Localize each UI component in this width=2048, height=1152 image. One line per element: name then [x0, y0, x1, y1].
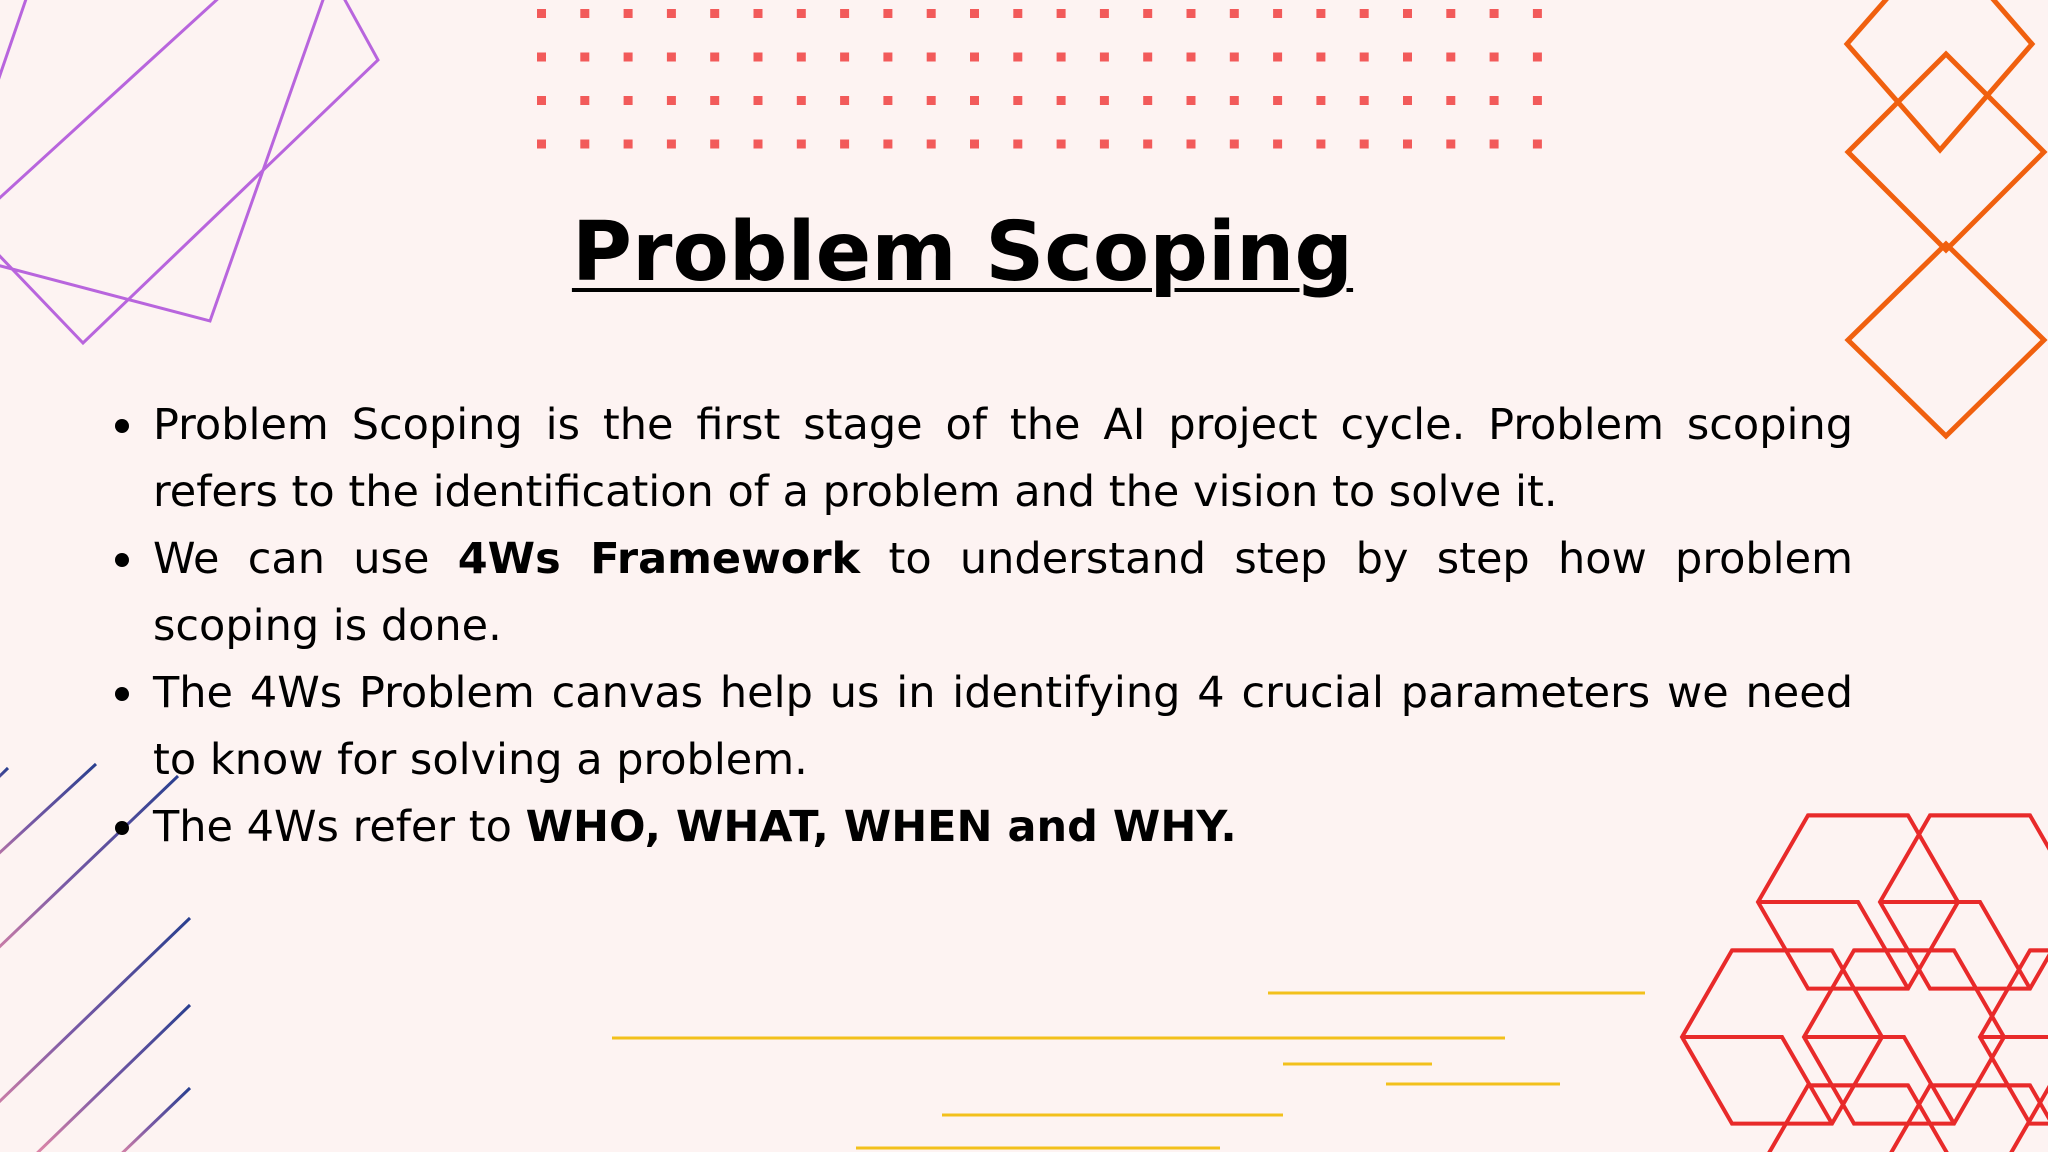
dot: [840, 96, 849, 105]
dot: [840, 9, 849, 18]
dot: [1273, 9, 1282, 18]
dot: [710, 140, 719, 149]
bullet-text: The 4Ws Problem canvas help us in identifying 4 crucial parameters we need to know for solving a problem.: [153, 668, 1853, 785]
dot: [754, 53, 763, 62]
dot: [1100, 96, 1109, 105]
dot: [1143, 140, 1152, 149]
dot: [1187, 9, 1196, 18]
dot: [1403, 53, 1412, 62]
dot: [970, 140, 979, 149]
dot: [797, 96, 806, 105]
bullet-text: We can use: [153, 534, 458, 584]
dot: [667, 53, 676, 62]
dot: [1360, 140, 1369, 149]
dot: [1230, 96, 1239, 105]
dot: [1360, 96, 1369, 105]
dot: [580, 140, 589, 149]
dot: [927, 140, 936, 149]
dot: [1100, 53, 1109, 62]
bullet-text: The 4Ws refer to: [153, 802, 526, 852]
dot: [1230, 9, 1239, 18]
dot: [1143, 9, 1152, 18]
dot: [840, 140, 849, 149]
hexagon-edge: [2000, 1085, 2048, 1152]
bullet-bold-text: WHO, WHAT, WHEN and WHY.: [525, 802, 1237, 852]
dot: [1490, 9, 1499, 18]
bullet-item: [153, 660, 1853, 794]
dot: [1490, 140, 1499, 149]
dot: [1403, 140, 1412, 149]
dot: [1316, 9, 1325, 18]
bullet-bold-text: 4Ws Framework: [457, 534, 861, 584]
dot: [1490, 53, 1499, 62]
dot: [754, 9, 763, 18]
dot: [1533, 9, 1542, 18]
dot: [710, 96, 719, 105]
dot: [537, 9, 546, 18]
bullet-item: [153, 526, 1853, 660]
dot: [537, 96, 546, 105]
slide-title: Problem Scoping: [571, 205, 1354, 300]
dot: [970, 96, 979, 105]
dot: [1446, 9, 1455, 18]
red-hexagon-cubes-decoration: [1682, 815, 2048, 1152]
dot: [580, 9, 589, 18]
dot: [1057, 140, 1066, 149]
dot: [840, 53, 849, 62]
dot: [1230, 140, 1239, 149]
dot: [667, 9, 676, 18]
hexagon-shape: [1758, 1085, 1958, 1152]
dot: [1533, 53, 1542, 62]
dot: [883, 9, 892, 18]
bullet-item: [153, 794, 1853, 861]
dot: [1187, 140, 1196, 149]
red-dot-grid: [537, 9, 1542, 149]
dot: [1446, 140, 1455, 149]
dot: [1446, 96, 1455, 105]
dot: [1316, 53, 1325, 62]
dot: [1013, 53, 1022, 62]
dot: [797, 9, 806, 18]
yellow-lines-decoration: [612, 993, 1645, 1148]
dot: [1013, 96, 1022, 105]
bullet-text: Problem Scoping is the first stage of the AI project cycle. Problem scoping refers to the identification of a problem and the vision to solve it.: [153, 400, 1853, 517]
dot: [754, 96, 763, 105]
dot: [1143, 53, 1152, 62]
dot: [624, 96, 633, 105]
dot: [537, 53, 546, 62]
dot: [667, 96, 676, 105]
dot: [883, 53, 892, 62]
dot: [1057, 96, 1066, 105]
hexagon-edge: [1880, 815, 2030, 988]
dot: [883, 140, 892, 149]
dot: [1143, 96, 1152, 105]
hexagon-edge: [1804, 950, 1954, 1123]
dot: [1100, 9, 1109, 18]
hexagon-shape: [2000, 1085, 2048, 1152]
dot: [1360, 9, 1369, 18]
dot: [1273, 53, 1282, 62]
dot: [883, 96, 892, 105]
dot: [1316, 140, 1325, 149]
dot: [1446, 53, 1455, 62]
dot: [624, 9, 633, 18]
dot: [1360, 53, 1369, 62]
dot: [1273, 140, 1282, 149]
dot: [1230, 53, 1239, 62]
dot: [1057, 9, 1066, 18]
dot: [1533, 140, 1542, 149]
dot: [927, 53, 936, 62]
hexagon-shape: [1880, 1085, 2048, 1152]
dot: [1100, 140, 1109, 149]
dot: [1273, 96, 1282, 105]
dot: [754, 140, 763, 149]
bullet-list: [153, 392, 1853, 861]
dot: [970, 53, 979, 62]
dot: [537, 140, 546, 149]
dot: [797, 140, 806, 149]
dot: [1057, 53, 1066, 62]
bullet-item: [153, 392, 1853, 526]
dot: [797, 53, 806, 62]
dot: [1187, 96, 1196, 105]
dot: [624, 140, 633, 149]
dot: [1403, 96, 1412, 105]
dot: [1316, 96, 1325, 105]
dot: [927, 9, 936, 18]
dot: [710, 53, 719, 62]
dot: [1403, 9, 1412, 18]
dot: [1013, 9, 1022, 18]
dot: [580, 53, 589, 62]
dot: [580, 96, 589, 105]
dot: [667, 140, 676, 149]
dot: [1533, 96, 1542, 105]
dot: [1013, 140, 1022, 149]
dot: [1490, 96, 1499, 105]
dot: [1187, 53, 1196, 62]
dot: [710, 9, 719, 18]
dot: [927, 96, 936, 105]
dot: [970, 9, 979, 18]
bullet-text: to understand step by step how problem scoping is done.: [153, 534, 1853, 651]
dot: [624, 53, 633, 62]
